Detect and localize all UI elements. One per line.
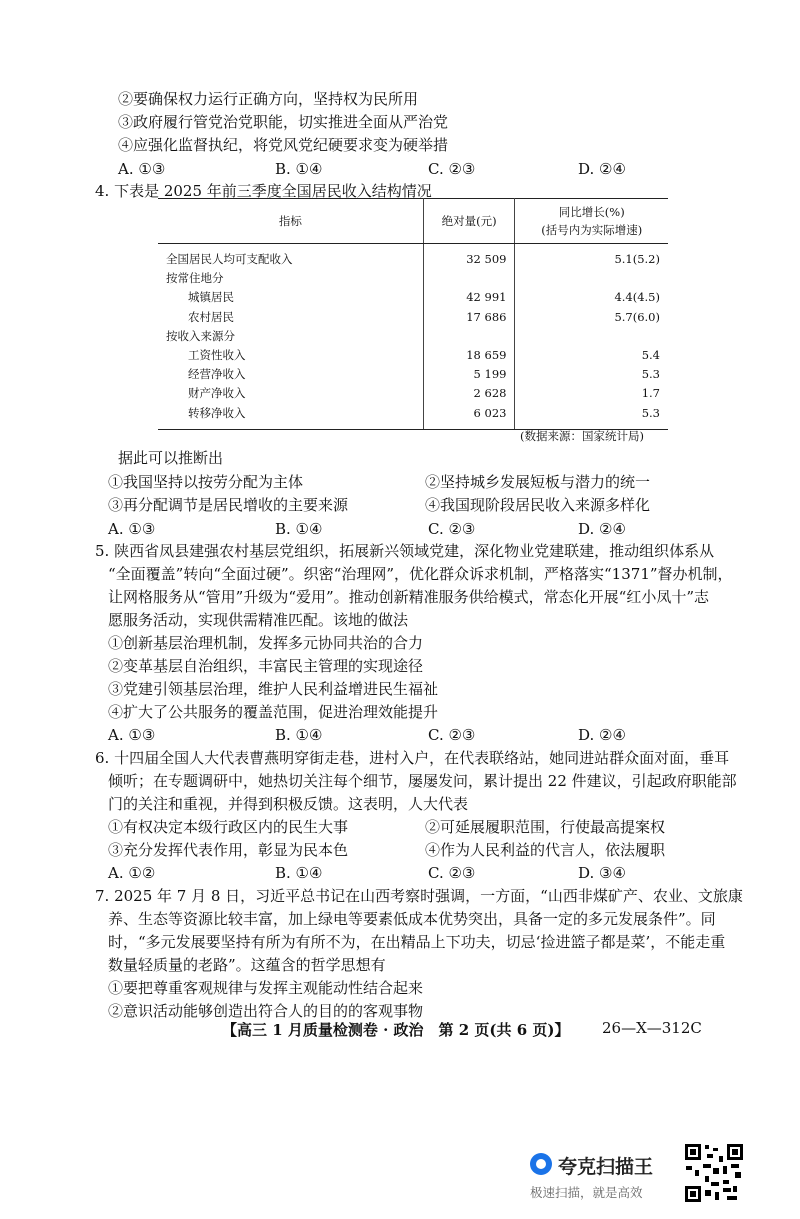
q3-option-2: ②要确保权力运行正确方向，坚持权为民所用 bbox=[118, 90, 419, 108]
q3-choice-b: B. ①④ bbox=[275, 160, 323, 178]
q7-line: 时，“多元发展要坚持有所为有所不为，在出精品上下功夫，切忌‘捡进篮子都是菜’，不能走重 bbox=[108, 933, 726, 951]
q3-choice-c: C. ②③ bbox=[428, 160, 476, 178]
q7-line: 养、生态等资源比较丰富，加上绿电等要素低成本优势突出，具备一定的多元发展条件”。同 bbox=[108, 910, 716, 928]
q4-option-2: ②坚持城乡发展短板与潜力的统一 bbox=[425, 473, 651, 491]
q5-option-3: ③党建引领基层治理，维护人民利益增进民生福祉 bbox=[108, 680, 439, 698]
q5-line: 让网格服务从“管用”升级为“爱用”。推动创新精准服务供给模式，常态化开展“红小凤十”志 bbox=[108, 588, 710, 606]
scanner-watermark bbox=[530, 1148, 680, 1208]
row-label: 工资性收入 bbox=[188, 348, 246, 363]
q7-line: 数量轻质量的老路”。这蕴含的哲学思想有 bbox=[108, 956, 386, 974]
row-growth: 1.7 bbox=[641, 386, 660, 401]
q5-choice-c: C. ②③ bbox=[428, 726, 476, 744]
table-row bbox=[158, 269, 668, 288]
row-growth: 5.1(5.2) bbox=[614, 252, 660, 267]
row-abs: 18 659 bbox=[423, 346, 515, 365]
row-label: 财产净收入 bbox=[188, 386, 246, 401]
row-label: 经营净收入 bbox=[188, 367, 246, 382]
paper-code: 26—X—312C bbox=[602, 1019, 702, 1037]
q4-choice-c: C. ②③ bbox=[428, 520, 476, 538]
row-abs: 6 023 bbox=[423, 404, 515, 430]
header-absolute: 绝对量(元) bbox=[423, 199, 515, 244]
row-label: 全国居民人均可支配收入 bbox=[166, 252, 293, 267]
row-growth: 4.4(4.5) bbox=[614, 290, 660, 305]
q3-choice-d: D. ②④ bbox=[578, 160, 626, 178]
q7-line: 7. 2025 年 7 月 8 日，习近平总书记在山西考察时强调，一方面，“山西非煤矿产、农业、文旅康 bbox=[95, 887, 743, 905]
q6-choice-a: A. ①② bbox=[108, 864, 156, 882]
q5-option-4: ④扩大了公共服务的覆盖范围，促进治理效能提升 bbox=[108, 703, 439, 721]
q4-option-1: ①我国坚持以按劳分配为主体 bbox=[108, 473, 304, 491]
scanner-name: 夸克扫描王 bbox=[558, 1156, 654, 1178]
row-growth: 5.4 bbox=[641, 348, 660, 363]
q4-option-4: ④我国现阶段居民收入来源多样化 bbox=[425, 496, 651, 514]
table-row bbox=[158, 404, 668, 430]
q4-stem: 4. 下表是 2025 年前三季度全国居民收入结构情况 bbox=[95, 182, 432, 200]
row-abs bbox=[423, 327, 515, 346]
q3-choice-a: A. ①③ bbox=[118, 160, 166, 178]
table-row bbox=[158, 346, 668, 365]
header-indicator: 指标 bbox=[158, 199, 423, 244]
row-growth bbox=[515, 269, 668, 288]
q4-choice-d: D. ②④ bbox=[578, 520, 626, 538]
q6-option-1: ①有权决定本级行政区内的民生大事 bbox=[108, 818, 349, 836]
q6-choice-b: B. ①④ bbox=[275, 864, 323, 882]
q5-choice-b: B. ①④ bbox=[275, 726, 323, 744]
row-abs: 42 991 bbox=[423, 288, 515, 307]
row-label: 转移净收入 bbox=[158, 404, 423, 430]
row-abs: 17 686 bbox=[423, 308, 515, 327]
q3-option-4: ④应强化监督执纪，将党风党纪硬要求变为硬举措 bbox=[118, 136, 449, 154]
table-row bbox=[158, 288, 668, 307]
q5-option-1: ①创新基层治理机制，发挥多元协同共治的合力 bbox=[108, 634, 424, 652]
table-row bbox=[158, 308, 668, 327]
q6-line: 6. 十四届全国人大代表曹燕明穿街走巷，进村入户，在代表联络站，她同进站群众面对面，垂耳 bbox=[95, 749, 730, 767]
table-row bbox=[158, 365, 668, 384]
row-growth: 5.3 bbox=[515, 404, 668, 430]
row-abs bbox=[423, 269, 515, 288]
header-growth bbox=[515, 199, 668, 244]
table-row bbox=[158, 244, 668, 270]
row-abs: 5 199 bbox=[423, 365, 515, 384]
q5-line: “全面覆盖”转向“全面过硬”。织密“治理网”，优化群众诉求机制，严格落实“1371”督办机制， bbox=[108, 565, 733, 583]
table-source: (数据来源：国家统计局) bbox=[520, 429, 644, 443]
q4-infer: 据此可以推断出 bbox=[118, 449, 224, 467]
q6-option-3: ③充分发挥代表作用，彰显为民本色 bbox=[108, 841, 349, 859]
qr-code-icon bbox=[683, 1142, 745, 1204]
header-growth-note: (括号内为实际增速) bbox=[541, 223, 643, 237]
row-label: 按收入来源分 bbox=[166, 328, 235, 343]
row-label: 城镇居民 bbox=[188, 290, 234, 305]
q7-option-1: ①要把尊重客观规律与发挥主观能动性结合起来 bbox=[108, 979, 424, 997]
header-growth-label: 同比增长(%) bbox=[558, 205, 625, 219]
quark-logo-icon bbox=[530, 1153, 552, 1175]
q5-choice-a: A. ①③ bbox=[108, 726, 156, 744]
q4-choice-b: B. ①④ bbox=[275, 520, 323, 538]
row-abs: 2 628 bbox=[423, 384, 515, 403]
q6-option-2: ②可延展履职范围，行使最高提案权 bbox=[425, 818, 666, 836]
row-growth bbox=[515, 327, 668, 346]
row-growth: 5.7(6.0) bbox=[614, 309, 660, 324]
q4-option-3: ③再分配调节是居民增收的主要来源 bbox=[108, 496, 349, 514]
income-table bbox=[158, 198, 668, 430]
q6-choice-d: D. ③④ bbox=[578, 864, 626, 882]
q6-choice-c: C. ②③ bbox=[428, 864, 476, 882]
q6-line: 门的关注和重视，并得到积极反馈。这表明，人大代表 bbox=[108, 795, 469, 813]
q4-choice-a: A. ①③ bbox=[108, 520, 156, 538]
row-label: 农村居民 bbox=[188, 309, 234, 324]
scanner-slogan: 极速扫描，就是高效 bbox=[530, 1185, 643, 1200]
table-row bbox=[158, 327, 668, 346]
q6-option-4: ④作为人民利益的代言人，依法履职 bbox=[425, 841, 666, 859]
q3-option-3: ③政府履行管党治党职能，切实推进全面从严治党 bbox=[118, 113, 449, 131]
q5-choice-d: D. ②④ bbox=[578, 726, 626, 744]
q5-line: 5. 陕西省凤县建强农村基层党组织，拓展新兴领域党建，深化物业党建联建，推动组织体系从 bbox=[95, 542, 715, 560]
q7-option-2: ②意识活动能够创造出符合人的目的的客观事物 bbox=[108, 1002, 424, 1020]
page-footer-title: 【高三 1 月质量检测卷 · 政治 第 2 页(共 6 页)】 bbox=[222, 1021, 570, 1039]
row-growth: 5.3 bbox=[641, 367, 660, 382]
table-row bbox=[158, 384, 668, 403]
q5-line: 愿服务活动，实现供需精准匹配。该地的做法 bbox=[108, 611, 409, 629]
q6-line: 倾听；在专题调研中，她热切关注每个细节，屡屡发问，累计提出 22 件建议，引起政府职能部 bbox=[108, 772, 737, 790]
row-abs: 32 509 bbox=[423, 244, 515, 270]
q5-option-2: ②变革基层自治组织，丰富民主管理的实现途径 bbox=[108, 657, 424, 675]
row-label: 按常住地分 bbox=[166, 271, 224, 286]
